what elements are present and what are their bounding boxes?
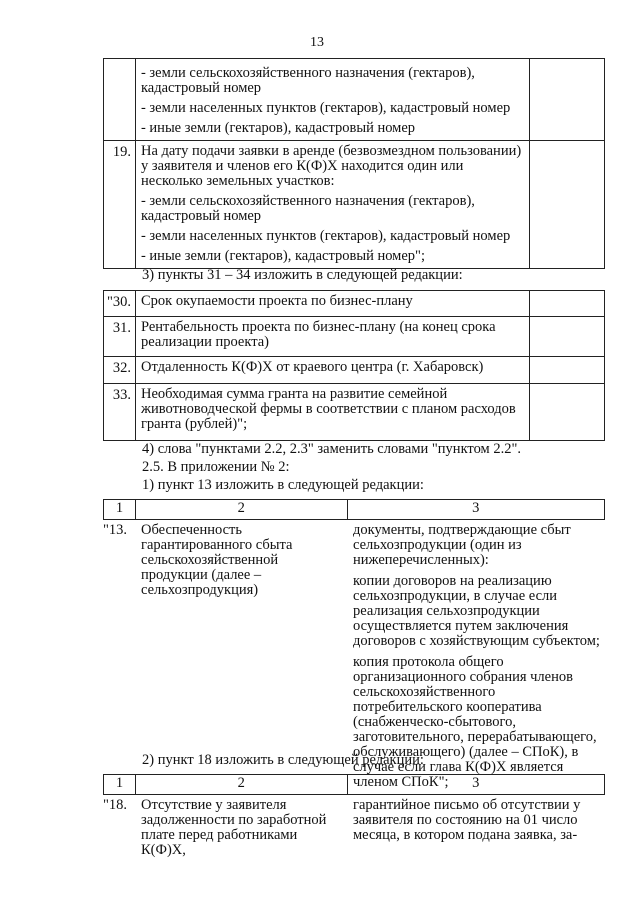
criterion-text: Отдаленность К(Ф)Х от краевого центра (г. Хабаровск)	[135, 357, 529, 384]
land-item: - земли населенных пунктов (гектаров), кадастровый номер	[140, 100, 511, 116]
document-text: копия протокола общего организационного собрания членов сельскохозяйственного потребительского кооператива (снабженческо-сбытового, заготовительного, перерабатывающего, обслуживающего) (далее – СПоК), в случае если глава К(Ф)Х является членом СПоК";	[353, 654, 597, 790]
item-18	[103, 798, 605, 858]
table-row	[104, 357, 605, 384]
row-number: 32.	[104, 357, 136, 384]
column-header: 2	[135, 500, 347, 520]
column-header: 1	[104, 775, 136, 795]
column-header: 2	[135, 775, 347, 795]
document-text: документы, подтверждающие сбыт сельхозпродукции (один из нижеперечисленных):	[353, 522, 571, 568]
paragraph: 2.5. В приложении № 2:	[142, 459, 290, 475]
land-table	[103, 58, 605, 269]
paragraph: 1) пункт 13 изложить в следующей редакции:	[142, 477, 424, 493]
row-number: "18.	[103, 797, 128, 813]
criterion-text: На дату подачи заявки в аренде (безвозмездном пользовании) у заявителя и членов его К(Ф)Х находится один или несколько земельных участков:	[140, 143, 522, 189]
criterion-text: Рентабельность проекта по бизнес-плану (на конец срока реализации проекта)	[135, 317, 529, 357]
paragraph: 4) слова "пунктами 2.2, 2.3" заменить словами "пунктом 2.2".	[142, 441, 522, 457]
paragraph: 3) пункты 31 – 34 изложить в следующей редакции:	[142, 267, 463, 283]
header-row	[104, 775, 605, 795]
land-item: - земли сельскохозяйственного назначения (гектаров), кадастровый номер	[140, 65, 475, 96]
table-row	[104, 291, 605, 317]
page-number: 13	[310, 35, 324, 50]
criteria-table	[103, 290, 605, 441]
table-row	[104, 317, 605, 357]
row-number: "13.	[103, 522, 128, 538]
criterion-text: Отсутствие у заявителя задолженности по заработной плате перед работниками К(Ф)Х,	[141, 797, 327, 858]
land-item: - иные земли (гектаров), кадастровый номер	[140, 120, 416, 136]
criterion-text: Необходимая сумма гранта на развитие семейной животноводческой фермы в соответствии с планом расходов гранта (рублей)";	[135, 384, 529, 441]
row-number: 31.	[104, 317, 136, 357]
land-item: - иные земли (гектаров), кадастровый номер";	[140, 248, 425, 264]
column-header: 3	[347, 775, 605, 795]
header-row	[104, 500, 605, 520]
table-row	[104, 384, 605, 441]
column-header: 1	[104, 500, 136, 520]
row-number: "30.	[104, 291, 136, 317]
row-number: 19.	[104, 141, 136, 269]
column-header: 3	[347, 500, 605, 520]
land-item: - земли населенных пунктов (гектаров), кадастровый номер	[140, 228, 511, 244]
document-text: копии договоров на реализацию сельхозпродукции, в случае если реализация сельхозпродукции осуществляется путем заключения договоров с хозяйствующим субъектом;	[353, 573, 600, 649]
row-number: 33.	[104, 384, 136, 441]
header-table	[103, 499, 605, 520]
criterion-text: Обеспеченность гарантированного сбыта сельскохозяйственной продукции (далее – сельхозпродукция)	[141, 522, 293, 598]
document-text: гарантийное письмо об отсутствии у заявителя по состоянию на 01 число месяца, в котором подана заявка, за-	[353, 797, 581, 843]
table-row	[104, 59, 605, 141]
paragraph: 2) пункт 18 изложить в следующей редакции:	[142, 752, 424, 768]
table-row	[104, 141, 605, 269]
criterion-text: Срок окупаемости проекта по бизнес-плану	[135, 291, 529, 317]
land-item: - земли сельскохозяйственного назначения (гектаров), кадастровый номер	[140, 193, 475, 224]
header-table	[103, 774, 605, 795]
